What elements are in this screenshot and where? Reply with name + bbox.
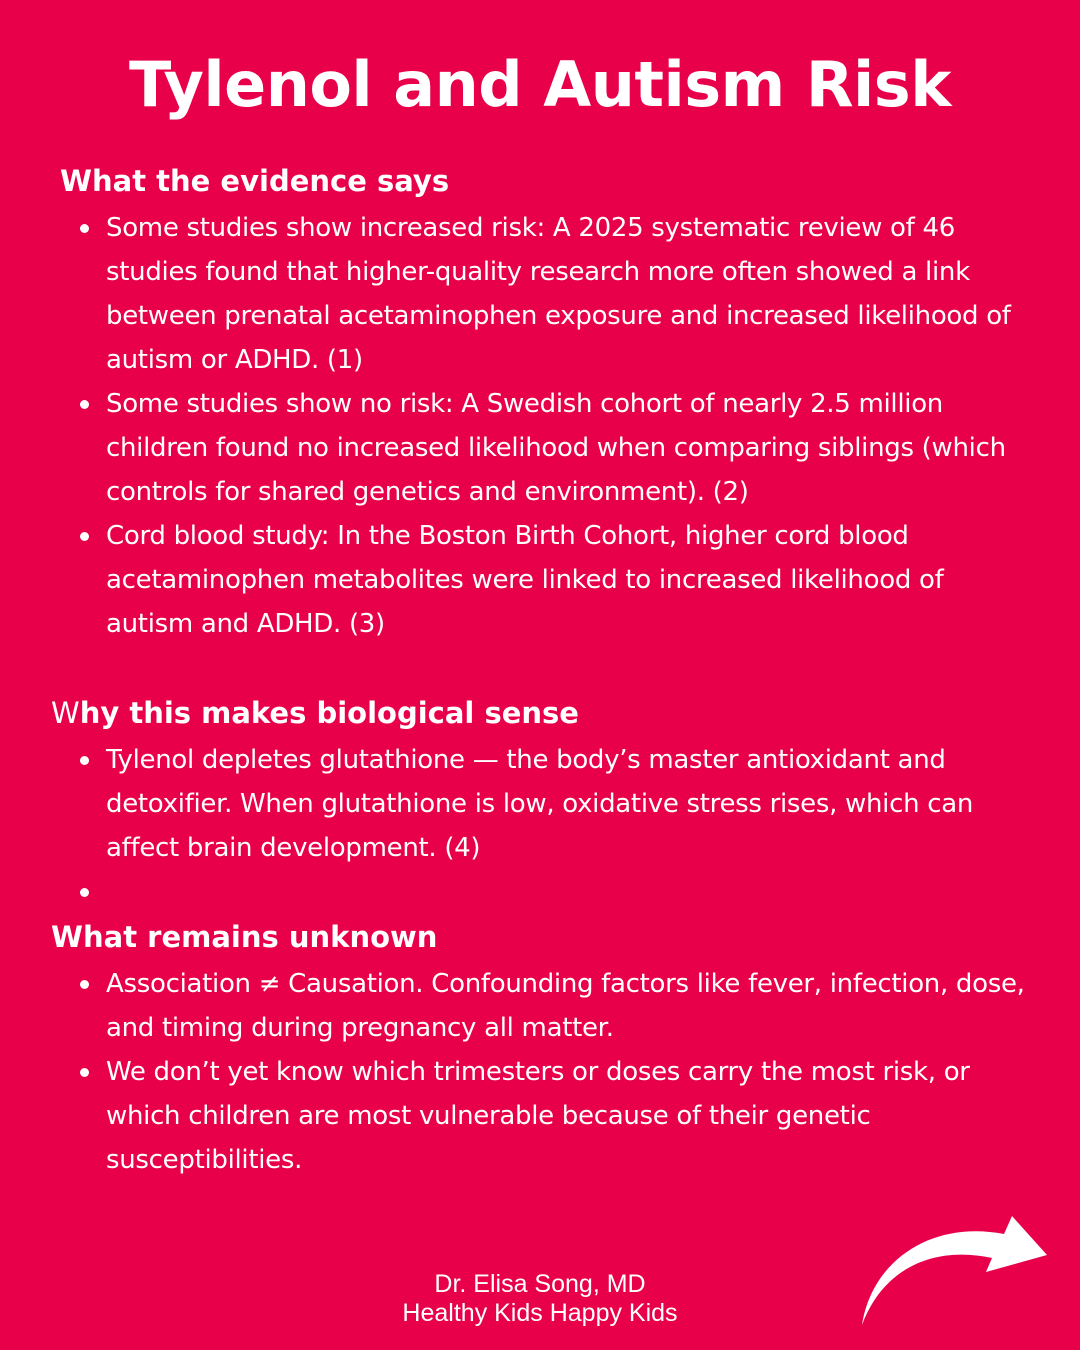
empty-list-item [76,870,1026,914]
author-name: Dr. Elisa Song, MD [434,1270,646,1298]
brand-name: Healthy Kids Happy Kids [402,1299,678,1327]
list-item: Association ≠ Causation. Confounding factors like fever, infection, dose, and timing during pregnancy all matter. [76,962,1026,1050]
evidence-list [76,206,1026,646]
section-heading-unknown: What remains unknown [51,920,438,954]
list-item: We don’t yet know which trimesters or doses carry the most risk, or which children are most vulnerable because of their genetic susceptibilities. [76,1050,1026,1182]
list-item: Some studies show no risk: A Swedish cohort of nearly 2.5 million children found no increased likelihood when comparing siblings (which controls for shared genetics and environment). (2) [76,382,1026,514]
section-heading-biology [51,696,579,730]
list-item: Some studies show increased risk: A 2025 systematic review of 46 studies found that higher-quality research more often showed a link between prenatal acetaminophen exposure and increased likelihood of autism or ADHD. (1) [76,206,1026,382]
page-title: Tylenol and Autism Risk [129,48,951,121]
biology-list [76,738,1026,914]
unknown-list [76,962,1026,1182]
heading-initial: W [51,696,80,730]
list-item: Cord blood study: In the Boston Birth Cohort, higher cord blood acetaminophen metabolites were linked to increased likelihood of autism and ADHD. (3) [76,514,1026,646]
curved-arrow-right-icon[interactable] [852,1210,1057,1335]
list-item: Tylenol depletes glutathione — the body’s master antioxidant and detoxifier. When glutathione is low, oxidative stress rises, which can affect brain development. (4) [76,738,1026,870]
section-heading-evidence: What the evidence says [60,164,450,198]
heading-rest: hy this makes biological sense [79,696,579,730]
